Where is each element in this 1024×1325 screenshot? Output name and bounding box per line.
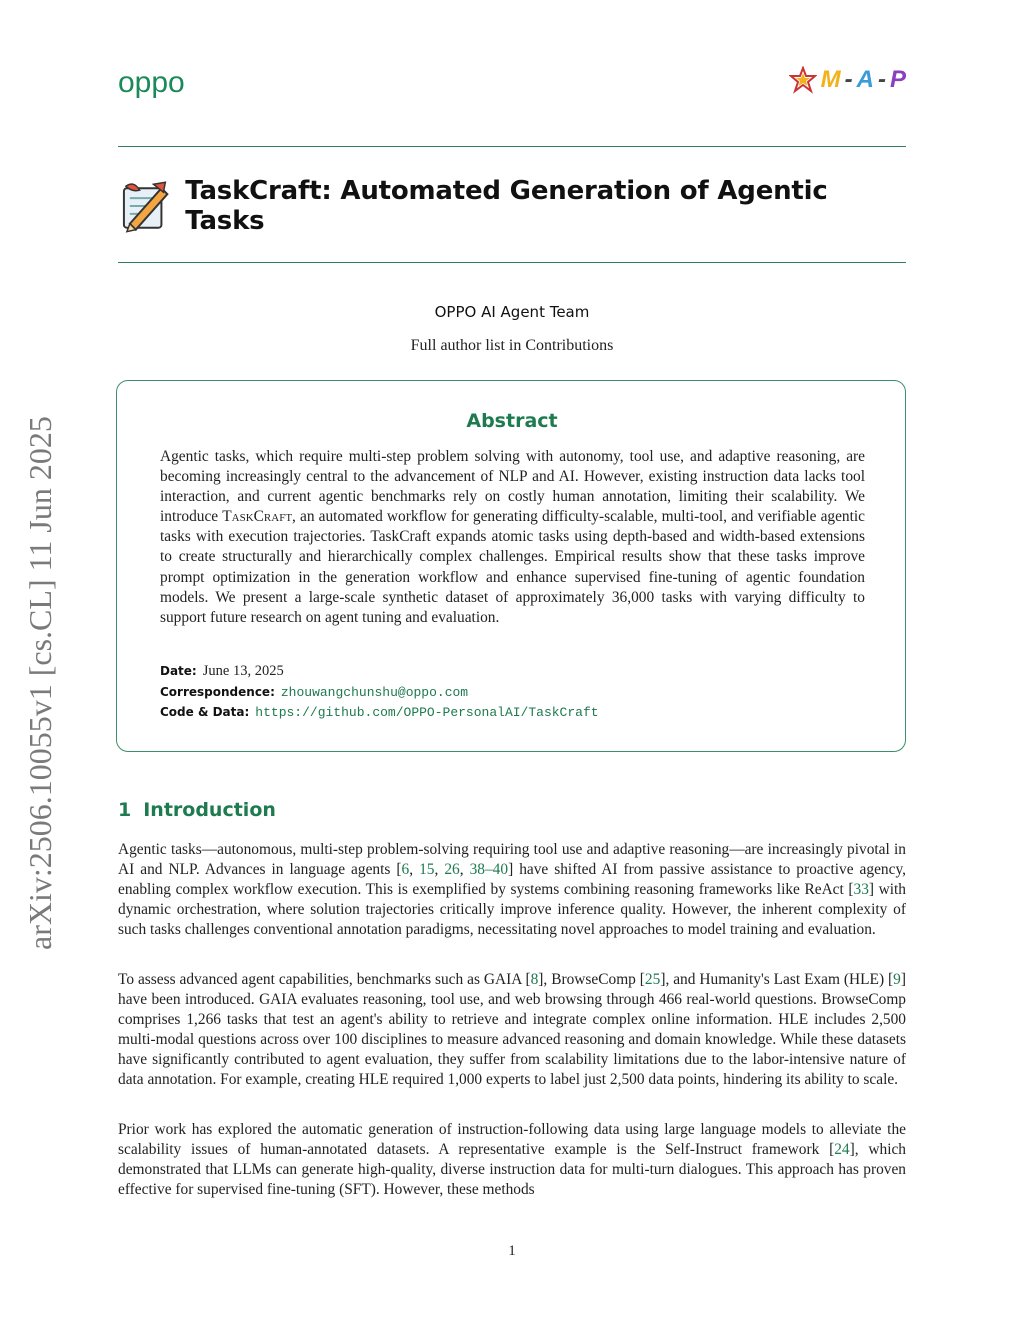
map-sep-1: - xyxy=(844,66,853,93)
citation-link[interactable]: 38–40 xyxy=(469,861,509,878)
p2-text-d: ] have been introduced. GAIA evaluates reasoning, tool use, and web browsing through 466 real-world questions. BrowseComp comprises 1,266 tasks that test an agent's ability to retrieve and integrate complex online information. HLE includes 2,500 multi-modal questions across over 100 disciplines to measure advanced reasoning and domain knowledge. While these datasets have significantly contributed to agent evaluation, they suffer from scalability limitations due to the labor-intensive nature of data annotation. For example, creating HLE required 1,000 experts to label just 2,500 data points, hindering its ability to scale. xyxy=(118,971,906,1088)
citation-link[interactable]: 8 xyxy=(530,971,539,988)
abstract-text-pre: Agentic tasks, which require multi-step problem solving with autonomy, tool use, and adaptive reasoning, are becoming increasingly central to the advancement of NLP and AI. However, existing instruction data lacks tool interaction, and current agentic benchmarks rely on costly human annotation, limiting their scalability. We introduce xyxy=(160,448,865,526)
citation-link[interactable]: 15 xyxy=(419,861,435,878)
intro-paragraph-3 xyxy=(118,1120,906,1200)
abstract-text-post: , an automated workflow for generating difficulty-scalable, multi-tool, and verifiable agentic tasks with execution trajectories. TaskCraft expands atomic tasks using depth-based and width-based extensions to create structurally and hierarchically complex challenges. Empirical results show that these tasks improve prompt optimization in the generation workflow and enhance supervised fine-tuning of agentic foundation models. We present a large-scale synthetic dataset of approximately 36,000 tasks with varying difficulty to support future research on agent tuning and evaluation. xyxy=(160,508,866,626)
meta-date xyxy=(160,663,865,680)
section-number: 1 xyxy=(118,799,132,821)
paper-title: TaskCraft: Automated Generation of Agentic Tasks xyxy=(185,176,828,236)
p1-sep-1: , xyxy=(409,861,420,878)
correspondence-email-link[interactable]: zhouwangchunshu@oppo.com xyxy=(280,685,469,700)
p1-text-c: ] with dynamic orchestration, where solution trajectories critically improve inference quality. However, the inherent complexity of such tasks challenges conventional annotation paradigms, necessitating novel approaches to model training and evaluation. xyxy=(118,881,906,938)
p3-text-b: ], which demonstrated that LLMs can generate high-quality, diverse instruction data for multi-turn dialogues. This approach has proven effective for supervised fine-tuning (SFT). However, these methods xyxy=(118,1141,907,1198)
p2-text-c: ], and Humanity's Last Exam (HLE) [ xyxy=(660,971,894,988)
code-url-link[interactable]: https://github.com/OPPO-PersonalAI/TaskCraft xyxy=(255,705,599,720)
map-letter-a: A xyxy=(856,66,874,93)
p2-text-b: ], BrowseComp [ xyxy=(538,971,645,988)
citation-link[interactable]: 6 xyxy=(401,861,410,878)
code-label: Code & Data: xyxy=(160,705,250,719)
meta-correspondence xyxy=(160,684,865,701)
top-rule xyxy=(118,146,906,147)
abstract-heading: Abstract xyxy=(466,410,558,432)
p1-sep-2: , xyxy=(434,861,445,878)
abstract-text xyxy=(160,447,865,628)
p2-text-a: To assess advanced agent capabilities, benchmarks such as GAIA [ xyxy=(118,971,531,988)
title-block xyxy=(118,176,906,236)
citation-link[interactable]: 9 xyxy=(893,971,901,988)
map-logo xyxy=(789,66,906,94)
abstract-system-name: TaskCraft xyxy=(222,508,293,526)
citation-link[interactable]: 26 xyxy=(444,861,460,878)
author-note: Full author list in Contributions xyxy=(410,337,614,354)
map-sep-2: - xyxy=(877,66,886,93)
title-rule xyxy=(118,262,906,263)
craft-tools-icon xyxy=(118,178,173,234)
citation-link[interactable]: 33 xyxy=(853,881,869,898)
p3-text-a: Prior work has explored the automatic generation of instruction-following data using large language models to alleviate the scalability issues of human-annotated datasets. A representative example is the Self-Instruct framework [ xyxy=(118,1121,906,1158)
p1-sep-3: , xyxy=(459,861,470,878)
author-team: OPPO AI Agent Team xyxy=(434,303,590,321)
section-title: Introduction xyxy=(143,799,276,821)
correspondence-label: Correspondence: xyxy=(160,685,275,699)
citation-link[interactable]: 24 xyxy=(834,1141,850,1158)
meta-code xyxy=(160,704,865,721)
p1-text-a: Agentic tasks—autonomous, multi-step problem-solving requiring tool use and adaptive reasoning—are increasingly pivotal in AI and NLP. Advances in language agents [ xyxy=(118,841,906,878)
oppo-logo: oppo xyxy=(118,66,185,99)
intro-paragraph-1 xyxy=(118,840,906,940)
map-letter-p: P xyxy=(889,66,906,93)
date-label: Date: xyxy=(160,664,197,678)
intro-paragraph-2 xyxy=(118,970,906,1090)
arxiv-stamp: arXiv:2506.10055v1 [cs.CL] 11 Jun 2025 xyxy=(22,416,58,950)
date-value: June 13, 2025 xyxy=(202,663,284,679)
section-heading-introduction xyxy=(118,799,276,821)
map-star-icon xyxy=(789,66,817,94)
citation-link[interactable]: 25 xyxy=(644,971,661,988)
page-number: 1 xyxy=(508,1243,516,1259)
map-letter-m: M xyxy=(820,66,841,93)
p1-text-b: ] have shifted AI from passive assistance to proactive agency, enabling complex workflow execution. This is exemplified by systems combining reasoning frameworks like ReAct [ xyxy=(118,861,906,898)
